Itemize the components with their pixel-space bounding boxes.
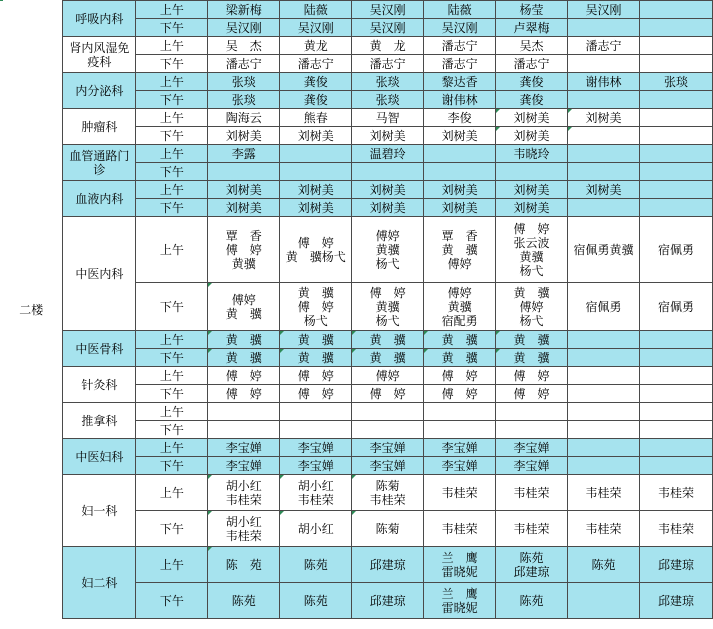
doctor-cell <box>208 163 280 181</box>
doctor-cell: 陶海云 <box>208 109 280 127</box>
doctor-cell: 黄 骥 傅 婷 杨弋 <box>280 283 352 331</box>
doctor-cell: 李宝婵 <box>352 439 424 457</box>
time-slot-cell: 下午 <box>136 55 208 73</box>
doctor-cell <box>568 145 640 163</box>
doctor-cell: 陈苑 <box>496 583 568 619</box>
doctor-cell: 傅 婷 <box>424 367 496 385</box>
time-slot-cell: 上午 <box>136 145 208 163</box>
doctor-cell: 傅婷 <box>352 367 424 385</box>
doctor-cell: 刘树美 <box>424 181 496 199</box>
doctor-cell: 张琰 <box>352 91 424 109</box>
doctor-cell <box>568 199 640 217</box>
time-slot-cell: 上午 <box>136 109 208 127</box>
doctor-cell: 杨莹 <box>496 1 568 19</box>
time-slot-cell: 上午 <box>136 331 208 349</box>
table-row <box>0 475 713 511</box>
doctor-cell <box>424 403 496 421</box>
doctor-cell: 刘树美 <box>208 181 280 199</box>
doctor-cell <box>568 127 640 145</box>
doctor-cell: 温碧玲 <box>352 145 424 163</box>
time-slot-cell: 下午 <box>136 127 208 145</box>
doctor-cell: 黄 骥 <box>352 349 424 367</box>
doctor-cell <box>639 385 712 403</box>
doctor-cell: 梁新梅 <box>208 1 280 19</box>
table-row <box>0 367 713 385</box>
doctor-cell: 吴汉刚 <box>424 19 496 37</box>
time-slot-cell: 下午 <box>136 163 208 181</box>
doctor-cell: 韦桂荣 <box>568 511 640 547</box>
doctor-cell: 熊春 <box>280 109 352 127</box>
department-cell: 肾内风湿免疫科 <box>63 37 136 73</box>
doctor-cell <box>352 163 424 181</box>
doctor-cell: 韦桂荣 <box>496 475 568 511</box>
time-slot-cell: 上午 <box>136 547 208 583</box>
doctor-cell: 傅婷 黄骥 宿配勇 <box>424 283 496 331</box>
doctor-cell: 潘志宁 <box>424 55 496 73</box>
doctor-cell: 黄 骥 <box>424 331 496 349</box>
doctor-cell: 吴杰 <box>496 37 568 55</box>
table-row <box>0 547 713 583</box>
doctor-cell: 李宝婵 <box>280 439 352 457</box>
doctor-cell: 韦桂荣 <box>424 511 496 547</box>
doctor-cell: 黄 骥 <box>496 331 568 349</box>
doctor-cell <box>639 19 712 37</box>
department-cell: 针灸科 <box>63 367 136 403</box>
doctor-cell: 陈菊 韦桂荣 <box>352 475 424 511</box>
time-slot-cell: 下午 <box>136 457 208 475</box>
time-slot-cell: 上午 <box>136 367 208 385</box>
doctor-cell <box>568 163 640 181</box>
doctor-cell: 傅婷 黄骥 杨弋 <box>352 217 424 283</box>
doctor-cell <box>639 91 712 109</box>
doctor-cell: 刘树美 <box>280 127 352 145</box>
doctor-cell <box>280 421 352 439</box>
doctor-cell: 陈苑 <box>280 583 352 619</box>
department-cell: 血管通路门诊 <box>63 145 136 181</box>
doctor-cell <box>280 145 352 163</box>
floor-label: 二楼 <box>0 1 63 619</box>
doctor-cell: 傅 婷 黄 骥杨弋 <box>280 217 352 283</box>
doctor-cell <box>639 37 712 55</box>
doctor-cell: 韦桂荣 <box>568 475 640 511</box>
doctor-cell: 李宝婵 <box>208 457 280 475</box>
doctor-cell: 傅 婷 <box>424 385 496 403</box>
doctor-cell <box>639 145 712 163</box>
doctor-cell: 刘树美 <box>568 109 640 127</box>
doctor-cell: 陈苑 <box>280 547 352 583</box>
doctor-cell: 潘志宁 <box>280 55 352 73</box>
doctor-cell: 李宝婵 <box>424 457 496 475</box>
doctor-cell <box>639 163 712 181</box>
doctor-cell: 潘志宁 <box>496 55 568 73</box>
doctor-cell: 李俊 <box>424 109 496 127</box>
table-row <box>0 403 713 421</box>
doctor-cell <box>496 421 568 439</box>
doctor-cell <box>568 457 640 475</box>
table-row <box>0 37 713 55</box>
doctor-cell <box>424 145 496 163</box>
doctor-cell: 刘树美 <box>496 199 568 217</box>
doctor-cell: 张琰 <box>208 73 280 91</box>
table-row <box>0 145 713 163</box>
doctor-cell: 刘树美 <box>424 127 496 145</box>
doctor-cell: 傅 婷 <box>280 385 352 403</box>
time-slot-cell: 下午 <box>136 349 208 367</box>
doctor-cell: 刘树美 <box>352 181 424 199</box>
doctor-cell: 胡小红 韦桂荣 <box>280 475 352 511</box>
doctor-cell <box>639 403 712 421</box>
doctor-cell: 覃 香 傅 婷 黄骥 <box>208 217 280 283</box>
department-cell: 妇一科 <box>63 475 136 547</box>
doctor-cell: 胡小红 韦桂荣 <box>208 511 280 547</box>
table-row <box>0 439 713 457</box>
time-slot-cell: 上午 <box>136 439 208 457</box>
doctor-cell: 黎达香 <box>424 73 496 91</box>
doctor-cell: 刘树美 <box>352 127 424 145</box>
doctor-cell: 吴汉刚 <box>280 19 352 37</box>
doctor-cell <box>568 367 640 385</box>
doctor-cell <box>639 439 712 457</box>
doctor-cell: 韦桂荣 <box>424 475 496 511</box>
department-cell: 中医妇科 <box>63 439 136 475</box>
department-cell: 血液内科 <box>63 181 136 217</box>
doctor-cell: 韦晓玲 <box>496 145 568 163</box>
department-cell: 内分泌科 <box>63 73 136 109</box>
doctor-cell: 马智 <box>352 109 424 127</box>
doctor-cell: 宿佩勇 <box>639 283 712 331</box>
doctor-cell: 龚俊 <box>280 91 352 109</box>
doctor-cell <box>280 403 352 421</box>
table-row <box>0 73 713 91</box>
time-slot-cell: 下午 <box>136 511 208 547</box>
time-slot-cell: 下午 <box>136 583 208 619</box>
doctor-cell <box>639 457 712 475</box>
time-slot-cell: 上午 <box>136 403 208 421</box>
doctor-cell <box>639 331 712 349</box>
doctor-cell: 胡小红 <box>280 511 352 547</box>
doctor-cell: 刘树美 <box>496 109 568 127</box>
department-cell: 妇二科 <box>63 547 136 619</box>
doctor-cell <box>568 91 640 109</box>
doctor-cell: 傅 婷 <box>496 385 568 403</box>
doctor-cell <box>352 403 424 421</box>
time-slot-cell: 上午 <box>136 73 208 91</box>
doctor-cell: 黄龙 <box>280 37 352 55</box>
doctor-cell <box>639 367 712 385</box>
doctor-cell: 李宝婵 <box>496 439 568 457</box>
doctor-cell: 龚俊 <box>496 73 568 91</box>
doctor-cell: 刘树美 <box>496 181 568 199</box>
doctor-cell: 潘志宁 <box>352 55 424 73</box>
doctor-cell <box>568 55 640 73</box>
doctor-cell <box>568 349 640 367</box>
doctor-cell <box>568 385 640 403</box>
doctor-cell: 刘树美 <box>496 127 568 145</box>
doctor-cell: 陆薇 <box>424 1 496 19</box>
doctor-cell: 张琰 <box>208 91 280 109</box>
doctor-cell: 傅 婷 <box>496 367 568 385</box>
doctor-cell <box>280 163 352 181</box>
doctor-cell: 李露 <box>208 145 280 163</box>
doctor-cell: 傅 婷 <box>208 367 280 385</box>
table-row <box>0 1 713 19</box>
doctor-cell: 潘志宁 <box>208 55 280 73</box>
doctor-cell: 兰 鹰 雷晓妮 <box>424 583 496 619</box>
doctor-cell: 吴汉刚 <box>568 1 640 19</box>
doctor-cell: 傅婷 黄 骥 <box>208 283 280 331</box>
doctor-cell: 陈苑 邱建琼 <box>496 547 568 583</box>
table-row <box>0 109 713 127</box>
doctor-cell: 傅 婷 <box>208 385 280 403</box>
department-cell: 中医骨科 <box>63 331 136 367</box>
doctor-cell: 黄 骥 <box>280 349 352 367</box>
doctor-cell: 刘树美 <box>568 181 640 199</box>
doctor-cell: 刘树美 <box>280 199 352 217</box>
doctor-cell: 陆薇 <box>280 1 352 19</box>
doctor-cell: 韦桂荣 <box>496 511 568 547</box>
doctor-cell: 邱建琼 <box>352 583 424 619</box>
doctor-cell <box>639 199 712 217</box>
department-cell: 呼吸内科 <box>63 1 136 37</box>
doctor-cell <box>568 403 640 421</box>
doctor-cell <box>639 181 712 199</box>
doctor-cell <box>568 331 640 349</box>
doctor-cell <box>568 421 640 439</box>
doctor-cell: 李宝婵 <box>208 439 280 457</box>
doctor-cell: 吴汉刚 <box>208 19 280 37</box>
doctor-cell <box>639 55 712 73</box>
doctor-cell: 陈苑 <box>568 547 640 583</box>
doctor-cell: 邱建琼 <box>352 547 424 583</box>
time-slot-cell: 上午 <box>136 217 208 283</box>
doctor-cell: 胡小红 韦桂荣 <box>208 475 280 511</box>
doctor-cell: 兰 鹰 雷晓妮 <box>424 547 496 583</box>
doctor-cell: 宿佩勇 <box>568 283 640 331</box>
doctor-cell: 陈 苑 <box>208 547 280 583</box>
doctor-cell: 韦桂荣 <box>639 475 712 511</box>
doctor-cell <box>639 349 712 367</box>
doctor-cell: 卢翠梅 <box>496 19 568 37</box>
doctor-cell: 吴 杰 <box>208 37 280 55</box>
doctor-cell: 刘树美 <box>280 181 352 199</box>
time-slot-cell: 下午 <box>136 199 208 217</box>
doctor-cell <box>424 421 496 439</box>
table-row <box>0 217 713 283</box>
doctor-cell: 龚俊 <box>496 91 568 109</box>
doctor-cell: 邱建琼 <box>639 583 712 619</box>
doctor-cell: 傅 婷 <box>352 385 424 403</box>
doctor-cell: 宿佩勇 <box>639 217 712 283</box>
doctor-cell <box>568 439 640 457</box>
doctor-cell <box>639 1 712 19</box>
doctor-cell: 龚俊 <box>280 73 352 91</box>
doctor-cell: 刘树美 <box>208 199 280 217</box>
doctor-cell: 潘志宁 <box>568 37 640 55</box>
time-slot-cell: 下午 <box>136 385 208 403</box>
doctor-cell: 吴汉刚 <box>352 19 424 37</box>
doctor-cell: 李宝婵 <box>496 457 568 475</box>
doctor-cell: 傅 婷 <box>280 367 352 385</box>
time-slot-cell: 上午 <box>136 475 208 511</box>
doctor-cell: 刘树美 <box>424 199 496 217</box>
doctor-cell: 李宝婵 <box>280 457 352 475</box>
doctor-cell: 刘树美 <box>208 127 280 145</box>
doctor-cell: 黄 骥 <box>496 349 568 367</box>
doctor-cell: 傅 婷 黄骥 杨弋 <box>352 283 424 331</box>
doctor-cell: 邱建琼 <box>639 547 712 583</box>
doctor-cell: 覃 香 黄 骥 傅婷 <box>424 217 496 283</box>
doctor-cell <box>352 421 424 439</box>
doctor-cell <box>568 19 640 37</box>
doctor-cell: 黄 骥 <box>208 349 280 367</box>
department-cell: 中医内科 <box>63 217 136 331</box>
doctor-cell: 张琰 <box>639 73 712 91</box>
doctor-cell: 陈菊 <box>352 511 424 547</box>
doctor-cell: 刘树美 <box>352 199 424 217</box>
doctor-cell <box>496 403 568 421</box>
doctor-cell <box>568 583 640 619</box>
schedule-body <box>0 1 713 619</box>
time-slot-cell: 上午 <box>136 1 208 19</box>
doctor-cell: 黄 骥 傅婷 杨弋 <box>496 283 568 331</box>
time-slot-cell: 下午 <box>136 283 208 331</box>
doctor-cell: 韦桂荣 <box>639 511 712 547</box>
doctor-cell: 李宝婵 <box>424 439 496 457</box>
department-cell: 肿瘤科 <box>63 109 136 145</box>
doctor-cell: 黄 骥 <box>280 331 352 349</box>
doctor-cell: 李宝婵 <box>352 457 424 475</box>
doctor-cell <box>424 163 496 181</box>
time-slot-cell: 上午 <box>136 37 208 55</box>
doctor-cell <box>208 421 280 439</box>
doctor-cell <box>208 403 280 421</box>
doctor-cell: 潘志宁 <box>424 37 496 55</box>
doctor-cell <box>639 109 712 127</box>
doctor-cell: 黄 骥 <box>208 331 280 349</box>
doctor-cell: 黄 龙 <box>352 37 424 55</box>
time-slot-cell: 下午 <box>136 19 208 37</box>
table-row <box>0 331 713 349</box>
doctor-cell <box>496 163 568 181</box>
doctor-cell: 宿佩勇黄骥 <box>568 217 640 283</box>
time-slot-cell: 下午 <box>136 91 208 109</box>
department-cell: 推拿科 <box>63 403 136 439</box>
doctor-cell: 黄 骥 <box>352 331 424 349</box>
doctor-cell <box>639 127 712 145</box>
doctor-cell: 谢伟林 <box>424 91 496 109</box>
table-row <box>0 181 713 199</box>
time-slot-cell: 下午 <box>136 421 208 439</box>
time-slot-cell: 上午 <box>136 181 208 199</box>
doctor-cell: 黄 骥 <box>424 349 496 367</box>
doctor-cell <box>639 421 712 439</box>
doctor-cell: 谢伟林 <box>568 73 640 91</box>
doctor-cell: 傅 婷 张云波 黄骥 杨弋 <box>496 217 568 283</box>
doctor-cell: 陈苑 <box>208 583 280 619</box>
doctor-cell: 吴汉刚 <box>352 1 424 19</box>
doctor-cell: 张琰 <box>352 73 424 91</box>
